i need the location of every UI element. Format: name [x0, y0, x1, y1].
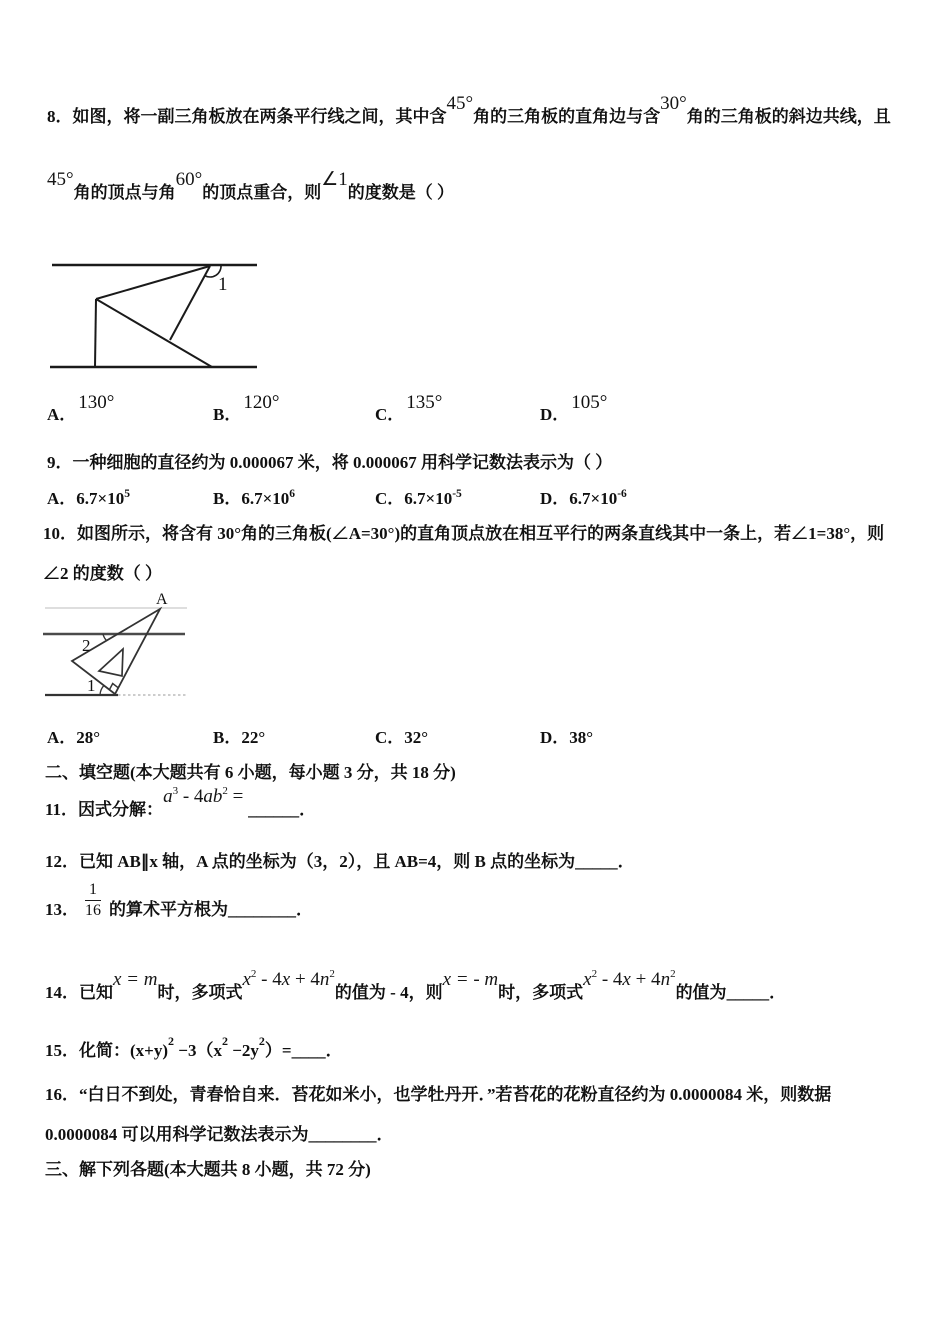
option-a: A． 130°	[47, 392, 115, 424]
triangle-edge	[96, 266, 210, 299]
q8-angle1-symbol: ∠1	[321, 169, 348, 190]
section2-heading: 二、填空题(本大题共有 6 小题，每小题 3 分，共 18 分)	[45, 763, 456, 782]
q9-options	[47, 484, 927, 520]
q11-line: 11．因式分解： $a^3 - 4ab^2$ = ______ ．	[45, 785, 317, 819]
angle1-label: 1	[87, 676, 96, 695]
set-square-hole	[99, 649, 123, 676]
q13-line: 13． $\frac{1}{16}$ 的算术平方根为________．	[45, 881, 313, 920]
option-c: C． 135°	[375, 392, 443, 424]
q15-line: 15．化简：(x+y) 2 −3（x 2 −2y 2 ）= ____ ．	[45, 1034, 343, 1060]
q14-line: 14．已知 x = m 时，多项式 $x^2 - 4x + 4n^2$ 的值为 - 4，则 x = - m 时，多项式 $x^2 - 4x + 4n^2$ 的值为 _____ ．	[45, 968, 787, 1002]
q14-blank: _____	[726, 983, 770, 1002]
q11-blank: ______	[248, 800, 300, 819]
option-c: C． 32°	[375, 728, 429, 747]
q8-angle-30: 30°	[660, 93, 687, 114]
q8-angle-45: 45°	[446, 93, 474, 114]
q8-figure	[48, 254, 260, 378]
q8-angle-60: 60°	[175, 169, 203, 190]
angle1-label: 1	[218, 274, 228, 295]
q14-polynomial-2: $x^2 - 4x + 4n^2$	[583, 968, 676, 990]
q12-line: 12．已知 AB∥x 轴，A 点的坐标为（3，2），且 AB=4，则 B 点的坐标为_____．	[45, 852, 635, 871]
q15-blank: ____	[291, 1041, 326, 1060]
section3-heading: 三、解下列各题(本大题共 8 小题，共 72 分)	[45, 1160, 371, 1179]
q8-line2: 45° 角的顶点与角 60° 的顶点重合，则 ∠1 的度数是（ ）	[47, 169, 455, 202]
q10-figure	[40, 588, 190, 702]
triangle-edge	[95, 299, 96, 367]
q8-text: 8．如图，将一副三角板放在两条平行线之间，其中含	[47, 107, 447, 126]
q11-formula: $a^3 - 4ab^2$ =	[163, 785, 249, 807]
q16-line1: 16．“白日不到处，青春恰自来．苔花如米小，也学牡丹开．”若苔花的花粉直径约为 0.0000084 米，则数据	[45, 1085, 832, 1104]
q14-x-equals-m: x = m	[113, 969, 158, 990]
option-d: D． 38°	[540, 728, 594, 747]
q10-line2: ∠2 的度数（ ）	[43, 564, 162, 583]
triangle-hypotenuse	[96, 299, 212, 367]
fraction-bar	[85, 900, 101, 902]
q14-x-equals-neg-m: x = - m	[442, 969, 499, 990]
q9-line	[47, 448, 612, 473]
q14-polynomial: $x^2 - 4x + 4n^2$	[242, 968, 335, 990]
q16-line2: 0.0000084 可以用科学记数法表示为________．	[45, 1125, 394, 1144]
q9-text: 9．一种细胞的直径约为 0.000067 米，将 0.000067 用科学记数法表示为（ ）	[47, 453, 613, 472]
vertex-a-label: A	[156, 591, 168, 608]
q8-angle-45b: 45°	[47, 169, 74, 190]
fraction-1-16: $\frac{1}{16}$	[85, 881, 101, 920]
q10-options	[47, 723, 927, 759]
q10-line1: 10．如图所示，将含有 30°角的三角板(∠A=30°)的直角顶点放在相互平行的两条直线其中一条上，若∠1=38°，则	[43, 524, 885, 543]
option-d: D． 105°	[540, 392, 608, 424]
triangle-edge	[170, 266, 210, 340]
option-b: B． 6.7×10 6	[213, 488, 296, 508]
option-c: C． 6.7×10 -5	[375, 488, 462, 508]
option-b: B． 120°	[213, 392, 280, 424]
q8-options	[47, 392, 927, 436]
option-d: D． 6.7×10 -6	[540, 488, 627, 508]
option-a: A． 28°	[47, 728, 101, 747]
angle1-arc	[100, 686, 104, 696]
option-a: A． 6.7×10 5	[47, 488, 130, 508]
option-b: B． 22°	[213, 728, 266, 747]
q8-line1: 8．如图，将一副三角板放在两条平行线之间，其中含 45° 角的三角板的直角边与含 30° 角的三角板的斜边共线，且	[47, 93, 891, 126]
angle2-label: 2	[82, 636, 91, 655]
